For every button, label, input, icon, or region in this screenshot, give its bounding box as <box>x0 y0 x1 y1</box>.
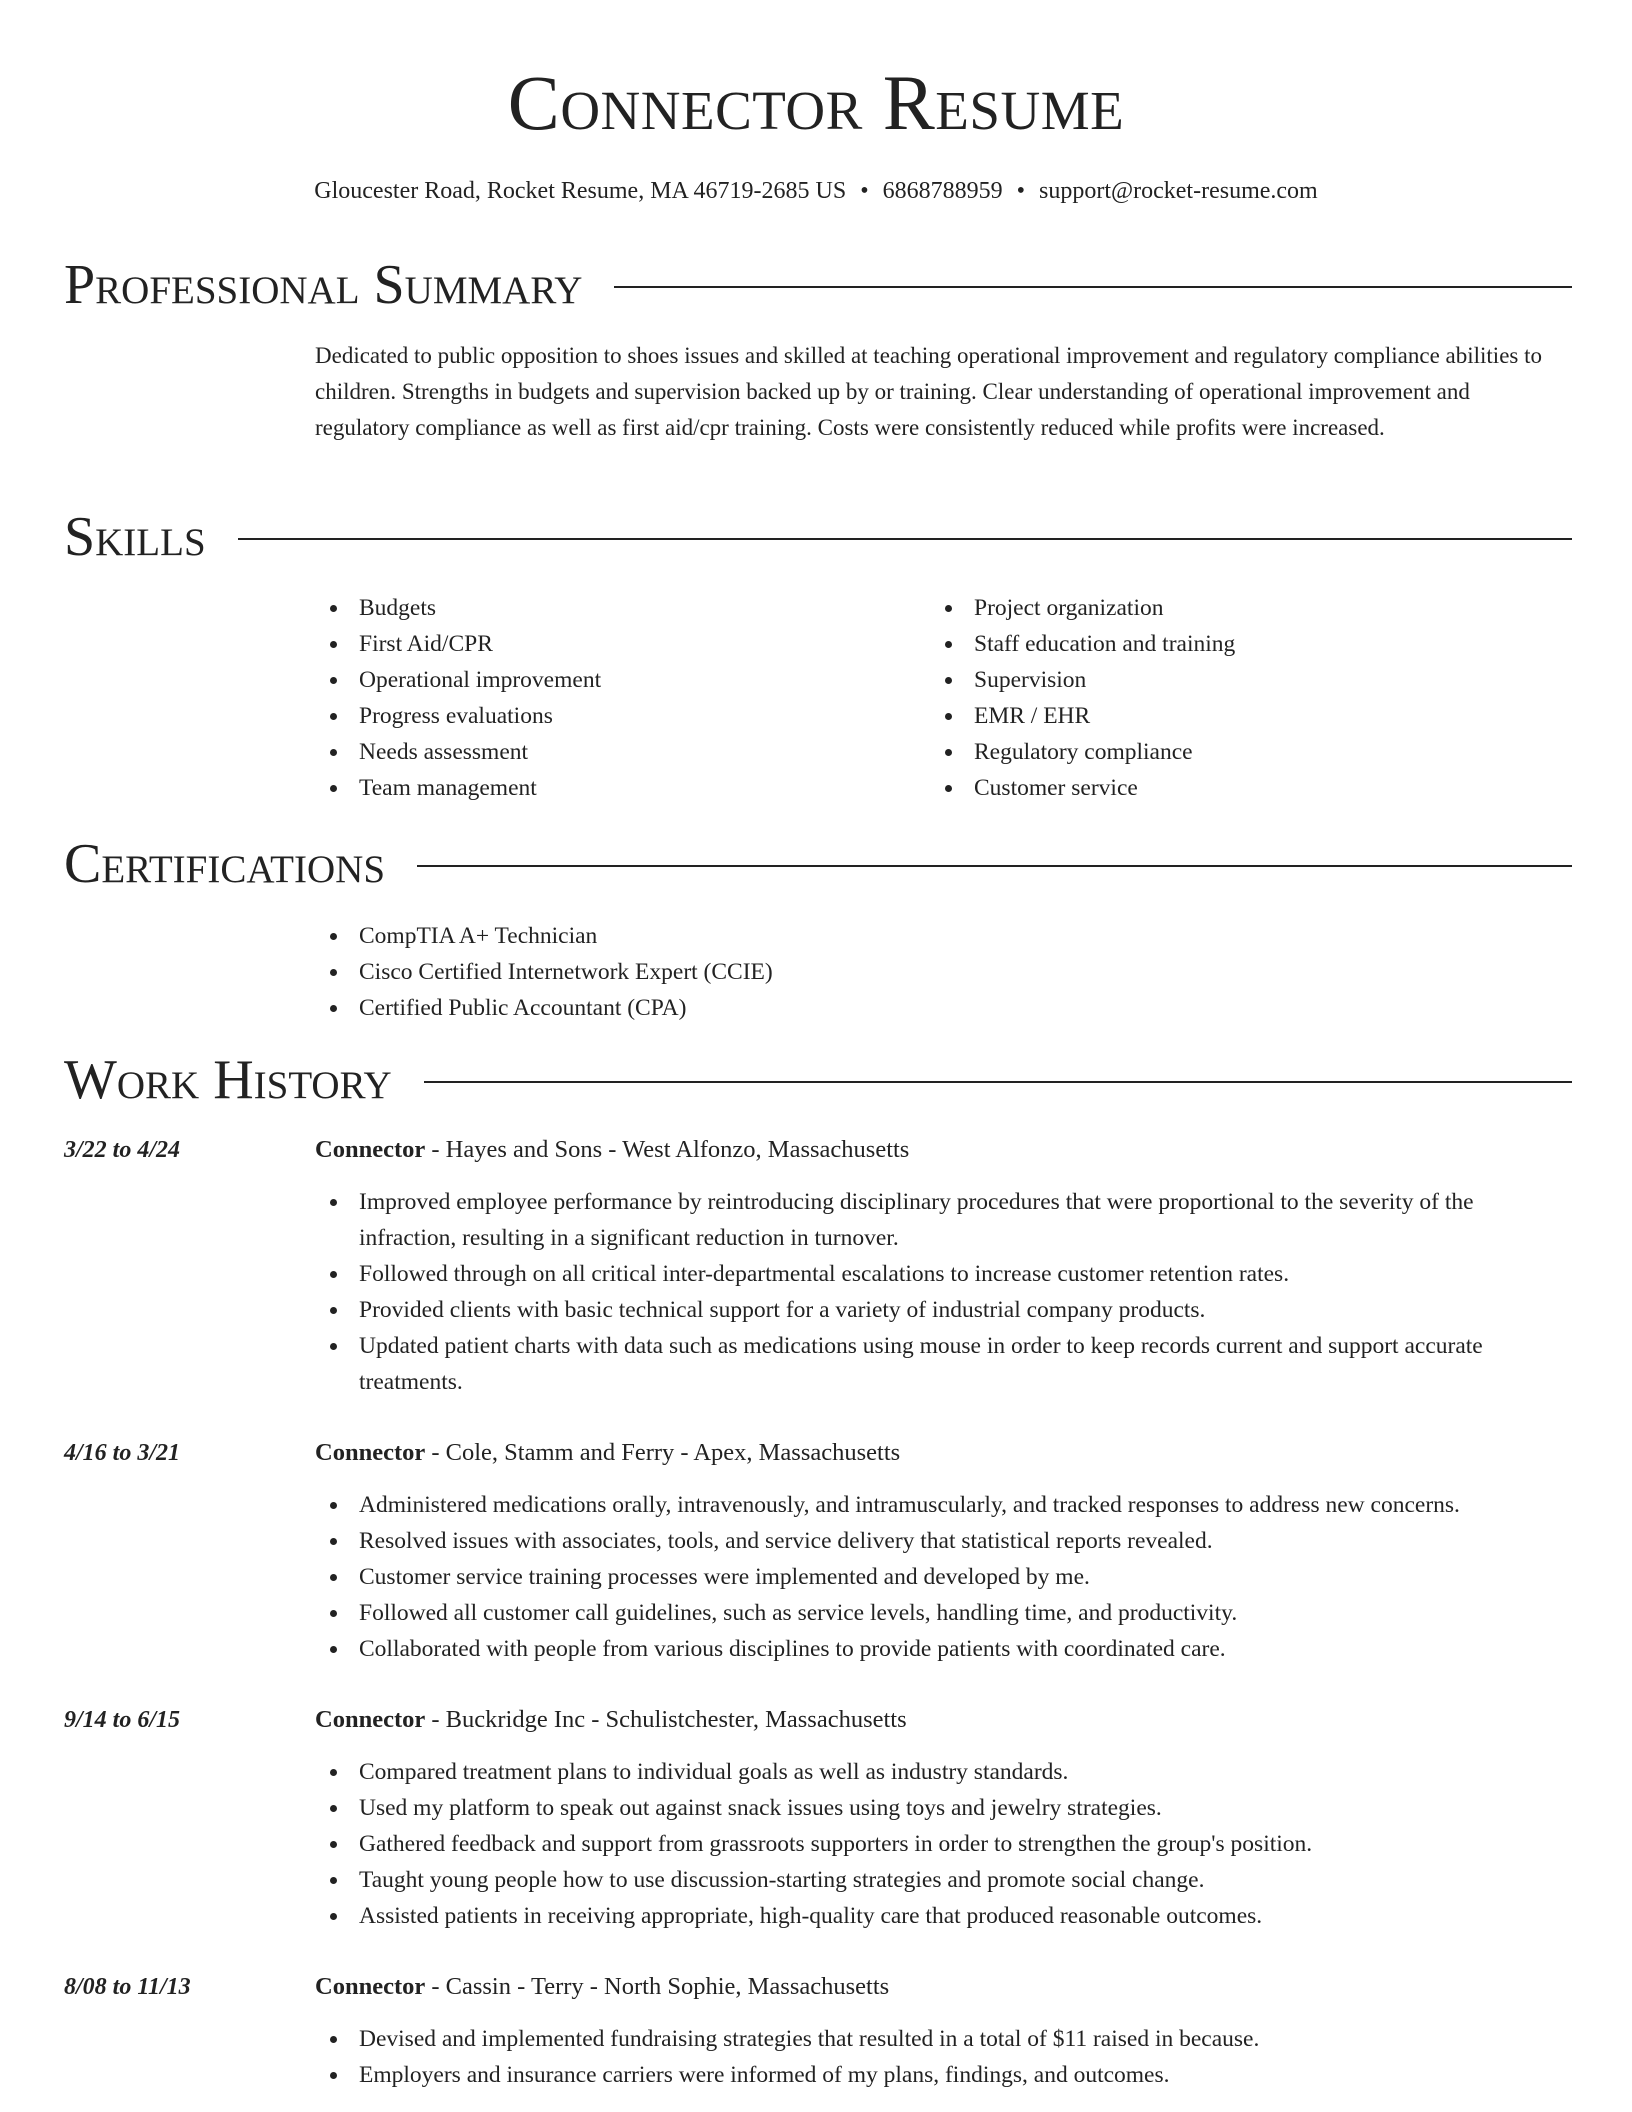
job-role: Connector <box>315 1136 426 1163</box>
section-divider <box>614 286 1572 288</box>
skill-item: Budgets <box>315 590 875 626</box>
job-heading <box>315 1435 900 1471</box>
job-dates: 9/14 to 6/15 <box>64 1707 181 1733</box>
job-bullets <box>315 1754 1562 1934</box>
job-bullet: Used my platform to speak out against snack issues using toys and jewelry strategies. <box>315 1790 1562 1826</box>
skill-item: Customer service <box>930 770 1490 806</box>
job-bullet: Customer service training processes were implemented and developed by me. <box>315 1559 1562 1595</box>
skills-list-right <box>930 590 1490 806</box>
contact-email: support@rocket-resume.com <box>1039 178 1318 204</box>
certification-item: CompTIA A+ Technician <box>315 918 1415 954</box>
job-dates: 8/08 to 11/13 <box>64 1974 191 2000</box>
job-bullet: Employers and insurance carriers were informed of my plans, findings, and outcomes. <box>315 2057 1562 2093</box>
section-title: Certifications <box>64 833 386 895</box>
contact-phone: 6868788959 <box>882 178 1003 204</box>
section-title: Professional Summary <box>64 254 583 316</box>
section-divider <box>238 538 1572 540</box>
job-bullet: Updated patient charts with data such as medications using mouse in order to keep records current and support accurate treatments. <box>315 1328 1562 1400</box>
resume-name: Connector Resume <box>507 59 1125 146</box>
section-heading-skills <box>64 505 1572 569</box>
summary-text: Dedicated to public opposition to shoes issues and skilled at teaching operational improvement and regulatory compliance abilities to children. Strengths in budgets and supervision backed up by or training. Clear understanding of operational improvement and regulatory compliance as well as first aid/cpr training. Costs were consistently reduced while profits were increased. <box>315 343 1542 440</box>
job-bullet: Taught young people how to use discussion-starting strategies and promote social change. <box>315 1862 1562 1898</box>
skill-item: Staff education and training <box>930 626 1490 662</box>
section-title: Work History <box>64 1049 392 1111</box>
skill-item: Operational improvement <box>315 662 875 698</box>
skills-list-left <box>315 590 875 806</box>
job-role: Connector <box>315 1439 426 1466</box>
job-heading <box>315 1702 907 1738</box>
section-divider <box>424 1081 1572 1083</box>
job-bullet: Provided clients with basic technical support for a variety of industrial company products. <box>315 1292 1562 1328</box>
job-employer-location: - Cassin - Terry - North Sophie, Massachusetts <box>425 1973 890 2000</box>
section-divider <box>417 865 1572 867</box>
job-bullet: Administered medications orally, intravenously, and intramuscularly, and tracked responses to address new concerns. <box>315 1487 1562 1523</box>
contact-separator: • <box>1016 178 1026 204</box>
skill-item: Needs assessment <box>315 734 875 770</box>
job-bullets <box>315 1184 1562 1400</box>
job-employer-location: - Cole, Stamm and Ferry - Apex, Massachusetts <box>425 1439 901 1466</box>
job-bullet: Resolved issues with associates, tools, and service delivery that statistical reports revealed. <box>315 1523 1562 1559</box>
skill-item: EMR / EHR <box>930 698 1490 734</box>
job-bullet: Assisted patients in receiving appropriate, high-quality care that produced reasonable outcomes. <box>315 1898 1562 1934</box>
job-employer-location: - Hayes and Sons - West Alfonzo, Massachusetts <box>425 1136 910 1163</box>
contact-line <box>0 176 1632 206</box>
job-bullet: Followed through on all critical inter-departmental escalations to increase customer retention rates. <box>315 1256 1562 1292</box>
job-employer-location: - Buckridge Inc - Schulistchester, Massachusetts <box>425 1706 907 1733</box>
job-heading <box>315 1969 889 2005</box>
section-heading-summary <box>64 253 1572 317</box>
section-title: Skills <box>64 506 206 568</box>
job-dates: 4/16 to 3/21 <box>64 1440 181 1466</box>
section-heading-work-history <box>64 1048 1572 1112</box>
job-role: Connector <box>315 1973 426 2000</box>
job-bullets <box>315 2021 1562 2093</box>
job-bullet: Followed all customer call guidelines, such as service levels, handling time, and productivity. <box>315 1595 1562 1631</box>
certification-item: Cisco Certified Internetwork Expert (CCIE) <box>315 954 1415 990</box>
skill-item: Team management <box>315 770 875 806</box>
job-bullet: Gathered feedback and support from grassroots supporters in order to strengthen the group's position. <box>315 1826 1562 1862</box>
job-dates: 3/22 to 4/24 <box>64 1137 181 1163</box>
job-bullet: Collaborated with people from various disciplines to provide patients with coordinated care. <box>315 1631 1562 1667</box>
job-role: Connector <box>315 1706 426 1733</box>
section-heading-certifications <box>64 832 1572 896</box>
contact-separator: • <box>860 178 869 204</box>
certifications-list <box>315 918 1415 1026</box>
job-bullets <box>315 1487 1562 1667</box>
skill-item: Progress evaluations <box>315 698 875 734</box>
skill-item: Regulatory compliance <box>930 734 1490 770</box>
skill-item: Supervision <box>930 662 1490 698</box>
job-bullet: Compared treatment plans to individual goals as well as industry standards. <box>315 1754 1562 1790</box>
certification-item: Certified Public Accountant (CPA) <box>315 990 1415 1026</box>
contact-address: Gloucester Road, Rocket Resume, MA 46719-2685 US <box>314 178 847 204</box>
skill-item: Project organization <box>930 590 1490 626</box>
job-bullet: Improved employee performance by reintroducing disciplinary procedures that were proportional to the severity of the infraction, resulting in a significant reduction in turnover. <box>315 1184 1562 1256</box>
job-bullet: Devised and implemented fundraising strategies that resulted in a total of $11 raised in because. <box>315 2021 1562 2057</box>
skill-item: First Aid/CPR <box>315 626 875 662</box>
job-heading <box>315 1132 909 1168</box>
